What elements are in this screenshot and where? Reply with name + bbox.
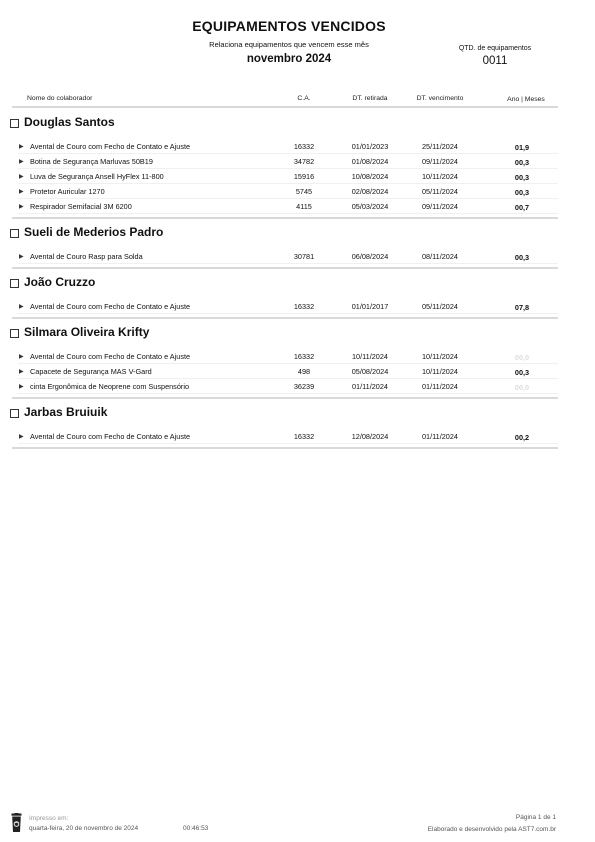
row-arrow-icon: ▶ [19,254,24,260]
expiry-date: 05/11/2024 [422,302,458,311]
row-arrow-icon: ▶ [19,204,24,210]
years-months-value: 00,2 [514,433,530,442]
group-divider [12,217,558,219]
group-checkbox[interactable] [10,279,19,288]
ca-number: 16332 [293,302,315,311]
withdrawal-date: 01/08/2024 [351,157,389,166]
row-separator [18,168,558,169]
equipment-name: Avental de Couro com Fecho de Contato e Ajuste [30,432,191,441]
years-months-value: 00,0 [514,353,530,362]
page-number: Página 1 de 1 [515,814,556,821]
expiry-date: 09/11/2024 [422,202,458,211]
qtd-value: 0011 [482,55,508,67]
group-checkbox[interactable] [10,409,19,418]
header-divider [12,106,558,108]
group-divider [12,267,558,269]
row-separator [18,213,558,214]
collaborator-name: João Cruzzo [24,275,96,289]
withdrawal-date: 05/08/2024 [351,367,389,376]
withdrawal-date: 10/11/2024 [352,352,388,361]
expiry-date: 05/11/2024 [422,187,458,196]
years-months-value: 00,3 [514,253,530,262]
years-months-value: 07,8 [514,303,530,312]
report-subtitle: Relaciona equipamentos que vencem esse mês [209,40,369,49]
equipment-name: Avental de Couro com Fecho de Contato e Ajuste [30,352,191,361]
credit-text: Elaborado e desenvolvido pela AST7.com.br [427,826,556,833]
report-title: EQUIPAMENTOS VENCIDOS [192,18,386,34]
column-header-vencimento: DT. vencimento [416,95,464,102]
years-months-value: 01,9 [514,143,530,152]
equipment-name: Avental de Couro Rasp para Solda [30,252,143,261]
ca-number: 4115 [296,202,312,211]
ca-number: 34782 [293,157,315,166]
row-arrow-icon: ▶ [19,354,24,360]
equipment-name: Capacete de Segurança MAS V-Gard [30,367,152,376]
row-separator [18,313,558,314]
equipment-name: Avental de Couro com Fecho de Contato e Ajuste [30,302,191,311]
column-header-name: Nome do colaborador [27,95,93,102]
row-separator [18,363,558,364]
withdrawal-date: 01/01/2017 [351,302,389,311]
printed-label: Impresso em: [29,815,69,822]
printed-time: 00:46:53 [183,825,209,832]
ca-number: 5745 [295,187,313,196]
row-arrow-icon: ▶ [19,159,24,165]
row-arrow-icon: ▶ [19,369,24,375]
row-separator [18,198,558,199]
row-separator [18,393,558,394]
row-separator [18,263,558,264]
collaborator-name: Douglas Santos [24,115,115,129]
years-months-value: 00,3 [514,188,530,197]
withdrawal-date: 01/01/2023 [351,142,389,151]
row-arrow-icon: ▶ [19,189,24,195]
withdrawal-date: 12/08/2024 [351,432,389,441]
row-arrow-icon: ▶ [19,144,24,150]
ca-number: 498 [297,367,311,376]
years-months-value: 00,7 [514,203,530,212]
report-period: novembro 2024 [246,53,332,65]
column-header-anos: Ano | Meses [507,96,545,103]
equipment-name: Protetor Auricular 1270 [30,187,105,196]
withdrawal-date: 10/08/2024 [351,172,389,181]
expiry-date: 01/11/2024 [422,382,458,391]
row-arrow-icon: ▶ [19,174,24,180]
withdrawal-date: 05/03/2024 [351,202,389,211]
group-divider [12,447,558,449]
column-header-ca: C.A. [297,95,311,102]
withdrawal-date: 01/11/2024 [352,382,388,391]
expiry-date: 25/11/2024 [422,142,458,151]
row-arrow-icon: ▶ [19,304,24,310]
row-arrow-icon: ▶ [19,434,24,440]
expiry-date: 08/11/2024 [422,252,458,261]
expiry-date: 09/11/2024 [422,157,458,166]
equipment-name: Luva de Segurança Ansell HyFlex 11-800 [30,172,164,181]
equipment-name: Botina de Segurança Marluvas 50B19 [30,157,153,166]
years-months-value: 00,3 [514,173,530,182]
row-arrow-icon: ▶ [19,384,24,390]
row-separator [18,378,558,379]
years-months-value: 00,3 [514,368,530,377]
ca-number: 16332 [293,432,315,441]
collaborator-name: Sueli de Mederios Padro [24,225,164,239]
row-separator [18,153,558,154]
group-checkbox[interactable] [10,119,19,128]
equipment-name: Avental de Couro com Fecho de Contato e Ajuste [30,142,191,151]
printed-date: quarta-feira, 20 de novembro de 2024 [29,825,139,832]
expiry-date: 10/11/2024 [422,352,458,361]
ca-number: 36239 [293,382,315,391]
withdrawal-date: 06/08/2024 [351,252,389,261]
expiry-date: 10/11/2024 [422,172,458,181]
equipment-name: Respirador Semifacial 3M 6200 [30,202,132,211]
column-header-retirada: DT. retirada [352,95,388,102]
collaborator-name: Jarbas Bruiuik [24,405,108,419]
expiry-date: 01/11/2024 [422,432,458,441]
ca-number: 16332 [293,142,315,151]
row-separator [18,443,558,444]
row-separator [18,183,558,184]
equipment-name: cinta Ergonômica de Neoprene com Suspensório [30,382,189,391]
ca-number: 30781 [293,252,315,261]
withdrawal-date: 02/08/2024 [351,187,389,196]
collaborator-name: Silmara Oliveira Krifty [24,325,150,339]
group-divider [12,317,558,319]
group-divider [12,397,558,399]
ca-number: 16332 [293,352,315,361]
years-months-value: 00,0 [514,383,530,392]
group-checkbox[interactable] [10,229,19,238]
qtd-label: QTD. de equipamentos [458,45,532,52]
trash-icon [11,813,22,833]
group-checkbox[interactable] [10,329,19,338]
ca-number: 15916 [293,172,315,181]
expiry-date: 10/11/2024 [422,367,458,376]
years-months-value: 00,3 [514,158,530,167]
